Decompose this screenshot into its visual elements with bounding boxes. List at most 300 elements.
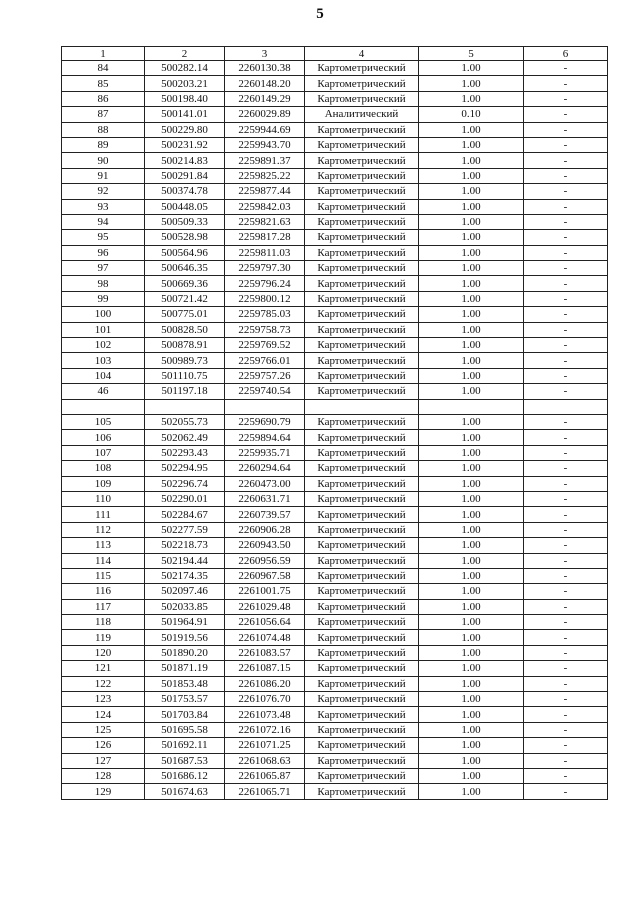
y-coordinate-cell: 2260906.28 [225,522,305,537]
accuracy-cell: 1.00 [419,707,524,722]
accuracy-cell: 1.00 [419,491,524,506]
y-coordinate-cell: 2259935.71 [225,445,305,460]
method-cell: Картометрический [305,199,419,214]
note-cell: - [524,291,608,306]
method-cell: Картометрический [305,738,419,753]
column-header: 6 [524,47,608,61]
accuracy-cell: 1.00 [419,692,524,707]
table-row [62,137,608,152]
point-number-cell: 107 [62,445,145,460]
x-coordinate-cell: 501686.12 [145,768,225,783]
x-coordinate-cell: 500141.01 [145,107,225,122]
point-number-cell: 123 [62,692,145,707]
note-cell: - [524,615,608,630]
method-cell: Картометрический [305,722,419,737]
table-body [62,61,608,800]
accuracy-cell: 1.00 [419,122,524,137]
table-row [62,199,608,214]
x-coordinate-cell: 502277.59 [145,522,225,537]
point-number-cell: 126 [62,738,145,753]
y-coordinate-cell: 2260130.38 [225,61,305,76]
y-coordinate-cell: 2260148.20 [225,76,305,91]
method-cell: Картометрический [305,291,419,306]
accuracy-cell: 1.00 [419,338,524,353]
accuracy-cell: 1.00 [419,230,524,245]
point-number-cell: 111 [62,507,145,522]
method-cell: Картометрический [305,784,419,799]
point-number-cell: 102 [62,338,145,353]
method-cell: Картометрический [305,538,419,553]
note-cell: - [524,599,608,614]
x-coordinate-cell: 501674.63 [145,784,225,799]
y-coordinate-cell: 2259811.03 [225,245,305,260]
method-cell: Картометрический [305,368,419,383]
accuracy-cell: 1.00 [419,137,524,152]
note-cell: - [524,491,608,506]
table-row [62,76,608,91]
y-coordinate-cell: 2259800.12 [225,291,305,306]
point-number-cell: 94 [62,214,145,229]
table-row [62,645,608,660]
point-number-cell: 114 [62,553,145,568]
accuracy-cell: 1.00 [419,261,524,276]
accuracy-cell: 1.00 [419,722,524,737]
table-row [62,384,608,399]
note-cell: - [524,630,608,645]
x-coordinate-cell: 501197.18 [145,384,225,399]
accuracy-cell: 1.00 [419,630,524,645]
accuracy-cell: 1.00 [419,199,524,214]
method-cell: Картометрический [305,353,419,368]
x-coordinate-cell: 500214.83 [145,153,225,168]
accuracy-cell: 1.00 [419,568,524,583]
y-coordinate-cell: 2259690.79 [225,414,305,429]
method-cell: Картометрический [305,615,419,630]
x-coordinate-cell: 502293.43 [145,445,225,460]
method-cell: Картометрический [305,599,419,614]
note-cell [524,399,608,414]
table-row [62,784,608,799]
method-cell: Картометрический [305,692,419,707]
x-coordinate-cell: 500721.42 [145,291,225,306]
table-row [62,692,608,707]
note-cell: - [524,168,608,183]
y-coordinate-cell: 2261068.63 [225,753,305,768]
table-row [62,430,608,445]
table-row [62,738,608,753]
x-coordinate-cell: 502296.74 [145,476,225,491]
x-coordinate-cell: 501703.84 [145,707,225,722]
table-row [62,153,608,168]
table-row [62,522,608,537]
note-cell: - [524,753,608,768]
point-number-cell: 97 [62,261,145,276]
x-coordinate-cell: 502290.01 [145,491,225,506]
note-cell: - [524,568,608,583]
note-cell: - [524,645,608,660]
note-cell: - [524,445,608,460]
y-coordinate-cell: 2259891.37 [225,153,305,168]
accuracy-cell: 1.00 [419,476,524,491]
note-cell: - [524,414,608,429]
coordinates-table [61,46,608,800]
accuracy-cell: 1.00 [419,276,524,291]
method-cell: Картометрический [305,122,419,137]
y-coordinate-cell: 2259821.63 [225,214,305,229]
accuracy-cell [419,399,524,414]
x-coordinate-cell: 500374.78 [145,184,225,199]
x-coordinate-cell [145,399,225,414]
method-cell: Картометрический [305,568,419,583]
x-coordinate-cell: 501695.58 [145,722,225,737]
table-row [62,445,608,460]
table-row [62,353,608,368]
method-cell: Картометрический [305,184,419,199]
y-coordinate-cell: 2261087.15 [225,661,305,676]
table-row [62,707,608,722]
method-cell: Картометрический [305,153,419,168]
accuracy-cell: 1.00 [419,784,524,799]
y-coordinate-cell: 2259757.26 [225,368,305,383]
accuracy-cell: 1.00 [419,538,524,553]
y-coordinate-cell: 2260967.58 [225,568,305,583]
column-header: 5 [419,47,524,61]
point-number-cell: 129 [62,784,145,799]
note-cell: - [524,261,608,276]
y-coordinate-cell: 2260943.50 [225,538,305,553]
y-coordinate-cell: 2261076.70 [225,692,305,707]
table-row [62,599,608,614]
x-coordinate-cell: 500564.96 [145,245,225,260]
accuracy-cell: 1.00 [419,291,524,306]
table-row [62,122,608,137]
point-number-cell: 99 [62,291,145,306]
note-cell: - [524,91,608,106]
x-coordinate-cell: 502218.73 [145,538,225,553]
method-cell: Картометрический [305,76,419,91]
point-number-cell: 85 [62,76,145,91]
note-cell: - [524,768,608,783]
y-coordinate-cell: 2261086.20 [225,676,305,691]
point-number-cell: 128 [62,768,145,783]
table-row [62,276,608,291]
note-cell: - [524,184,608,199]
method-cell: Картометрический [305,461,419,476]
note-cell: - [524,661,608,676]
point-number-cell: 118 [62,615,145,630]
table-row [62,184,608,199]
y-coordinate-cell: 2261071.25 [225,738,305,753]
table-row [62,214,608,229]
note-cell: - [524,137,608,152]
note-cell: - [524,307,608,322]
point-number-cell: 89 [62,137,145,152]
y-coordinate-cell [225,399,305,414]
table-row [62,461,608,476]
table-row [62,507,608,522]
x-coordinate-cell: 502294.95 [145,461,225,476]
note-cell: - [524,122,608,137]
point-number-cell: 90 [62,153,145,168]
table-row [62,168,608,183]
accuracy-cell: 1.00 [419,584,524,599]
accuracy-cell: 1.00 [419,445,524,460]
point-number-cell: 110 [62,491,145,506]
table-row [62,91,608,106]
note-cell: - [524,522,608,537]
x-coordinate-cell: 500528.98 [145,230,225,245]
table-row [62,491,608,506]
method-cell: Картометрический [305,676,419,691]
point-number-cell: 109 [62,476,145,491]
x-coordinate-cell: 501890.20 [145,645,225,660]
table-row [62,538,608,553]
x-coordinate-cell: 500646.35 [145,261,225,276]
x-coordinate-cell: 501964.91 [145,615,225,630]
y-coordinate-cell: 2261074.48 [225,630,305,645]
method-cell: Картометрический [305,414,419,429]
method-cell: Картометрический [305,91,419,106]
note-cell: - [524,107,608,122]
x-coordinate-cell: 502055.73 [145,414,225,429]
table-row [62,61,608,76]
method-cell: Картометрический [305,430,419,445]
column-header: 2 [145,47,225,61]
point-number-cell: 104 [62,368,145,383]
note-cell: - [524,584,608,599]
x-coordinate-cell: 500282.14 [145,61,225,76]
point-number-cell: 122 [62,676,145,691]
point-number-cell: 105 [62,414,145,429]
table-row [62,245,608,260]
x-coordinate-cell: 501871.19 [145,661,225,676]
y-coordinate-cell: 2259769.52 [225,338,305,353]
accuracy-cell: 1.00 [419,768,524,783]
point-number-cell [62,399,145,414]
point-number-cell: 108 [62,461,145,476]
method-cell: Картометрический [305,507,419,522]
accuracy-cell: 1.00 [419,153,524,168]
table-row [62,322,608,337]
point-number-cell: 84 [62,61,145,76]
point-number-cell: 106 [62,430,145,445]
method-cell [305,399,419,414]
accuracy-cell: 1.00 [419,368,524,383]
accuracy-cell: 1.00 [419,461,524,476]
note-cell: - [524,322,608,337]
point-number-cell: 116 [62,584,145,599]
accuracy-cell: 1.00 [419,522,524,537]
method-cell: Картометрический [305,645,419,660]
y-coordinate-cell: 2261065.87 [225,768,305,783]
method-cell: Картометрический [305,168,419,183]
y-coordinate-cell: 2261072.16 [225,722,305,737]
y-coordinate-cell: 2261065.71 [225,784,305,799]
accuracy-cell: 1.00 [419,307,524,322]
y-coordinate-cell: 2260149.29 [225,91,305,106]
table-row [62,476,608,491]
x-coordinate-cell: 500989.73 [145,353,225,368]
accuracy-cell: 1.00 [419,353,524,368]
x-coordinate-cell: 501110.75 [145,368,225,383]
method-cell: Картометрический [305,476,419,491]
point-number-cell: 115 [62,568,145,583]
point-number-cell: 96 [62,245,145,260]
note-cell: - [524,276,608,291]
table-row [62,307,608,322]
note-cell: - [524,553,608,568]
accuracy-cell: 1.00 [419,184,524,199]
accuracy-cell: 1.00 [419,507,524,522]
y-coordinate-cell: 2259796.24 [225,276,305,291]
method-cell: Картометрический [305,768,419,783]
point-number-cell: 101 [62,322,145,337]
y-coordinate-cell: 2261001.75 [225,584,305,599]
method-cell: Картометрический [305,61,419,76]
accuracy-cell: 1.00 [419,430,524,445]
note-cell: - [524,368,608,383]
table-row [62,615,608,630]
method-cell: Картометрический [305,245,419,260]
method-cell: Картометрический [305,553,419,568]
y-coordinate-cell: 2261056.64 [225,615,305,630]
x-coordinate-cell: 500203.21 [145,76,225,91]
accuracy-cell: 1.00 [419,599,524,614]
method-cell: Картометрический [305,307,419,322]
method-cell: Картометрический [305,491,419,506]
x-coordinate-cell: 500448.05 [145,199,225,214]
column-header: 3 [225,47,305,61]
note-cell: - [524,784,608,799]
table-row [62,676,608,691]
y-coordinate-cell: 2261029.48 [225,599,305,614]
point-number-cell: 92 [62,184,145,199]
x-coordinate-cell: 500229.80 [145,122,225,137]
column-header: 4 [305,47,419,61]
y-coordinate-cell: 2259817.28 [225,230,305,245]
x-coordinate-cell: 500198.40 [145,91,225,106]
point-number-cell: 119 [62,630,145,645]
method-cell: Картометрический [305,753,419,768]
y-coordinate-cell: 2259944.69 [225,122,305,137]
point-number-cell: 120 [62,645,145,660]
method-cell: Картометрический [305,384,419,399]
x-coordinate-cell: 500509.33 [145,214,225,229]
point-number-cell: 103 [62,353,145,368]
accuracy-cell: 1.00 [419,214,524,229]
point-number-cell: 87 [62,107,145,122]
x-coordinate-cell: 502194.44 [145,553,225,568]
point-number-cell: 91 [62,168,145,183]
accuracy-cell: 1.00 [419,738,524,753]
method-cell: Картометрический [305,261,419,276]
x-coordinate-cell: 501853.48 [145,676,225,691]
y-coordinate-cell: 2260473.00 [225,476,305,491]
method-cell: Картометрический [305,137,419,152]
table-row [62,291,608,306]
method-cell: Картометрический [305,584,419,599]
method-cell: Картометрический [305,276,419,291]
point-number-cell: 86 [62,91,145,106]
y-coordinate-cell: 2259766.01 [225,353,305,368]
x-coordinate-cell: 501692.11 [145,738,225,753]
accuracy-cell: 1.00 [419,384,524,399]
accuracy-cell: 1.00 [419,414,524,429]
point-number-cell: 117 [62,599,145,614]
point-number-cell: 112 [62,522,145,537]
y-coordinate-cell: 2259758.73 [225,322,305,337]
method-cell: Картометрический [305,707,419,722]
table-row [62,661,608,676]
y-coordinate-cell: 2259797.30 [225,261,305,276]
x-coordinate-cell: 500878.91 [145,338,225,353]
note-cell: - [524,722,608,737]
note-cell: - [524,384,608,399]
accuracy-cell: 1.00 [419,661,524,676]
table-row [62,230,608,245]
note-cell: - [524,507,608,522]
point-number-cell: 98 [62,276,145,291]
method-cell: Картометрический [305,661,419,676]
table-row [62,399,608,414]
y-coordinate-cell: 2261073.48 [225,707,305,722]
accuracy-cell: 1.00 [419,91,524,106]
table-row [62,553,608,568]
table-row [62,368,608,383]
x-coordinate-cell: 501919.56 [145,630,225,645]
x-coordinate-cell: 500828.50 [145,322,225,337]
y-coordinate-cell: 2259943.70 [225,137,305,152]
x-coordinate-cell: 502284.67 [145,507,225,522]
x-coordinate-cell: 501687.53 [145,753,225,768]
table-header [62,47,608,61]
y-coordinate-cell: 2259785.03 [225,307,305,322]
x-coordinate-cell: 500231.92 [145,137,225,152]
point-number-cell: 95 [62,230,145,245]
table-row [62,630,608,645]
method-cell: Картометрический [305,230,419,245]
y-coordinate-cell: 2259877.44 [225,184,305,199]
table-row [62,338,608,353]
note-cell: - [524,338,608,353]
method-cell: Картометрический [305,214,419,229]
point-number-cell: 121 [62,661,145,676]
table-row [62,414,608,429]
note-cell: - [524,538,608,553]
accuracy-cell: 0.10 [419,107,524,122]
y-coordinate-cell: 2260739.57 [225,507,305,522]
note-cell: - [524,707,608,722]
method-cell: Картометрический [305,522,419,537]
y-coordinate-cell: 2260956.59 [225,553,305,568]
x-coordinate-cell: 500775.01 [145,307,225,322]
table-row [62,568,608,583]
point-number-cell: 124 [62,707,145,722]
accuracy-cell: 1.00 [419,753,524,768]
x-coordinate-cell: 502062.49 [145,430,225,445]
x-coordinate-cell: 502174.35 [145,568,225,583]
table-row [62,584,608,599]
note-cell: - [524,199,608,214]
column-header: 1 [62,47,145,61]
accuracy-cell: 1.00 [419,645,524,660]
point-number-cell: 88 [62,122,145,137]
accuracy-cell: 1.00 [419,553,524,568]
x-coordinate-cell: 502033.85 [145,599,225,614]
y-coordinate-cell: 2259894.64 [225,430,305,445]
note-cell: - [524,461,608,476]
x-coordinate-cell: 502097.46 [145,584,225,599]
